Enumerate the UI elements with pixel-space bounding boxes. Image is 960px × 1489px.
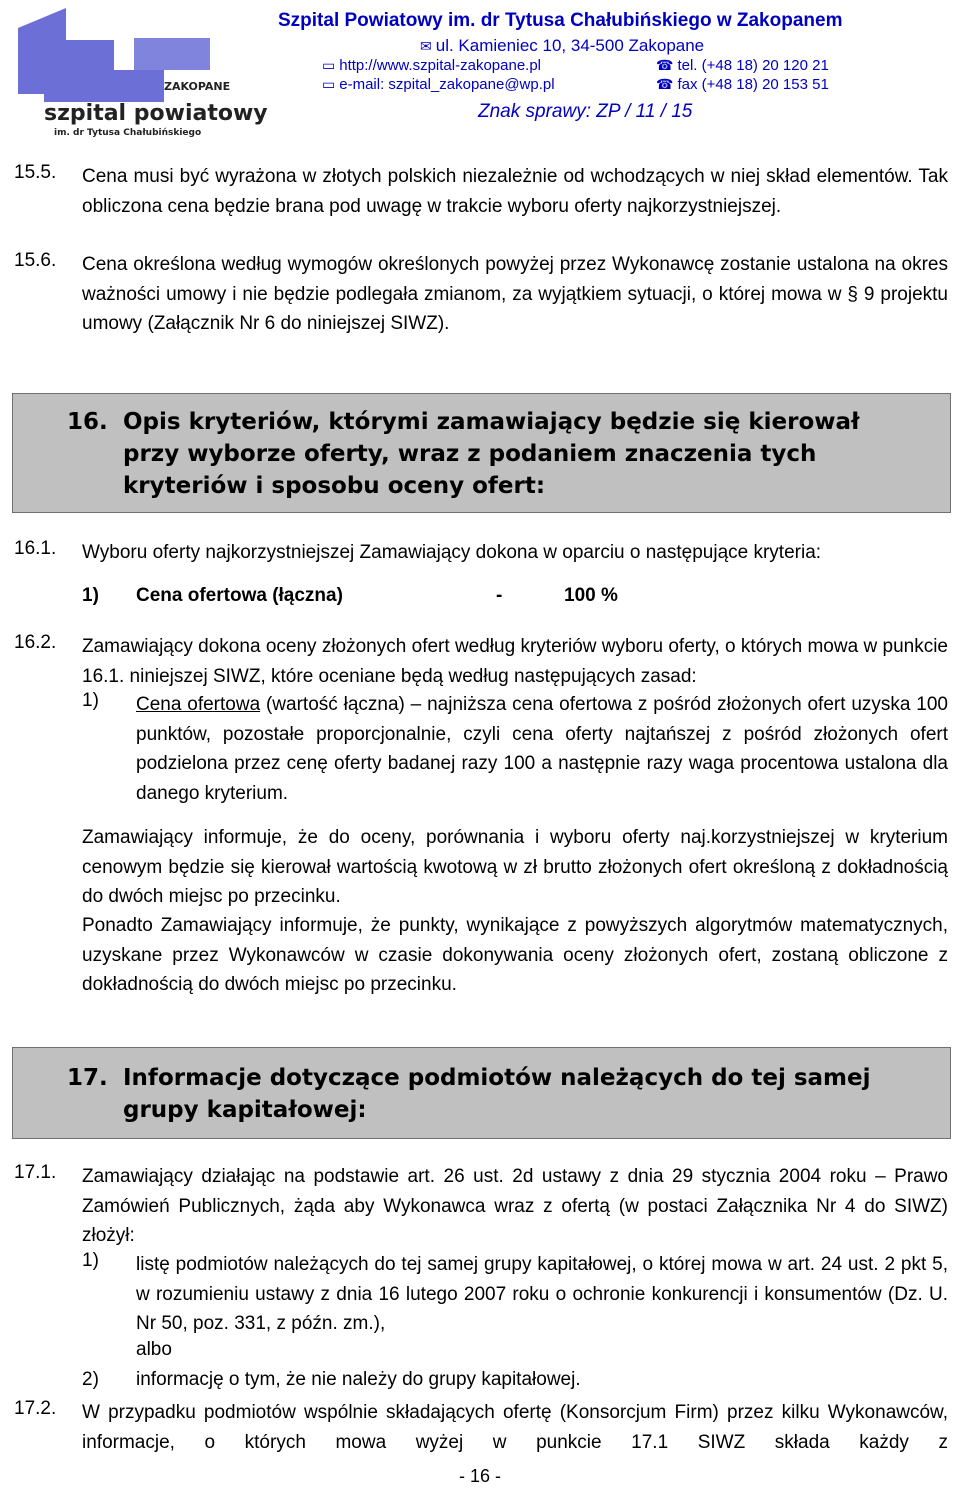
hospital-name: Szpital Powiatowy im. dr Tytusa Chałubińskiego w Zakopanem [278,10,843,31]
hospital-address: ✉ ul. Kamieniec 10, 34-500 Zakopane [420,36,705,55]
envelope-icon: ✉ [420,38,432,54]
list-item-albo: albo [136,1339,172,1360]
section-16-number: 16. [67,409,108,435]
list-item-1-text: listę podmiotów należących do tej samej grupy kapitałowej, o której mowa w art. 24 ust. 2 pkt 5, w rozumieniu ustawy z dnia 16 lutego 2007 roku o ochronie konkurencji i konsumentów (Dz. U. Nr 50, poz. 331, z późn. zm.), [136,1254,948,1334]
section-17-number: 17. [67,1065,108,1091]
phone-icon: ☎ [656,57,674,73]
point-17-1-text: Zamawiający działając na podstawie art. 26 ust. 2d ustawy z dnia 29 stycznia 2004 roku – Prawo Zamówień Publicznych, żąda aby Wykonawca wraz z ofertą (w postaci Załącznika Nr 4 do SIWZ) złożył: [82,1166,948,1246]
section-16-header [12,393,951,513]
phone-number: ☎ tel. (+48 18) 20 120 21 [656,57,829,74]
computer-icon: ▭ [322,76,336,92]
section-17-header [12,1047,951,1139]
website-link[interactable]: ▭ http://www.szpital-zakopane.pl [322,57,542,74]
criterion-number: 1) [82,585,99,606]
computer-icon: ▭ [322,57,336,73]
fax-number: ☎ fax (+48 18) 20 153 51 [656,76,829,93]
case-reference: Znak sprawy: ZP / 11 / 15 [478,101,693,122]
svg-text:im. dr Tytusa Chałubińskiego: im. dr Tytusa Chałubińskiego [54,128,202,138]
point-16-1-text: Wyboru oferty najkorzystniejszej Zamawiający dokona w oparciu o następujące kryteria: [82,542,822,563]
point-17-2-text: W przypadku podmiotów wspólnie składających ofertę (Konsorcjum Firm) przez kilku Wykonawców, informacje, o których mowa wyżej w punkcie 17.1 SIWZ składa każdy z [82,1402,948,1453]
point-number-16-2: 16.2. [14,632,57,653]
point-15-5-text: Cena musi być wyrażona w złotych polskich niezależnie od wchodzących w niej skład elementów. Tak obliczona cena będzie brana pod uwagę w trakcie wyboru oferty najkorzystniejszej. [82,166,948,217]
phone-icon: ☎ [656,76,674,92]
email-link[interactable]: ▭ e-mail: szpital_zakopane@wp.pl [322,76,555,93]
hospital-logo [14,8,268,140]
point-16-2-text: Zamawiający dokona oceny złożonych ofert według kryteriów wyboru oferty, o których mowa w punkcie 16.1. niniejszej SIWZ, które oceniane będą według następujących zasad: [82,636,948,687]
rule-term: Cena ofertowa [136,694,261,715]
list-item-2-text: informację o tym, że nie należy do grupy kapitałowej. [136,1369,581,1390]
point-number-17-2: 17.2. [14,1398,57,1419]
info-paragraph-2: Ponadto Zamawiający informuje, że punkty, wynikające z powyższych algorytmów matematycznych, uzyskane przez Wykonawców w czasie dokonywania oceny złożonych ofert, zostaną obliczone z dokładnością do dwóch miejsc po przecinku. [82,915,948,995]
svg-text:szpital powiatowy: szpital powiatowy [44,101,268,126]
svg-text:ZAKOPANE: ZAKOPANE [164,80,231,93]
point-number-15-6: 15.6. [14,250,57,271]
list-item-1-number: 1) [82,1250,99,1271]
point-number-16-1: 16.1. [14,538,57,559]
info-paragraph-1: Zamawiający informuje, że do oceny, porównania i wyboru oferty naj.korzystniejszej w kryterium cenowym będzie się kierował wartością kwotową w zł brutto złożonych ofert określoną z dokładnością do dwóch miejsc po przecinku. [82,827,948,907]
list-item-2-number: 2) [82,1369,99,1390]
criterion-dash: - [496,585,503,606]
criterion-weight: 100 % [564,585,618,606]
criterion-label: Cena ofertowa (łączna) [136,585,343,606]
rule-text: Cena ofertowa (wartość łączna) – najniższa cena ofertowa z pośród złożonych ofert uzyska 100 punktów, pozostałe proporcjonalnie, czyli cena oferty najtańszej z pośród złożonych ofert podzielona przez cenę oferty badanej razy 100 a następnie razy waga procentowa ustalona dla danego kryterium. [136,694,949,804]
section-17-title: Informacje dotyczące podmiotów należących do tej samej grupy kapitałowej: [123,1065,871,1123]
page-number: - 16 - [458,1466,501,1486]
point-number-15-5: 15.5. [14,162,57,183]
point-15-6-text: Cena określona według wymogów określonych powyżej przez Wykonawcę zostanie ustalona na okres ważności umowy i nie będzie podlegała zmianom, za wyjątkiem sytuacji, o której mowa w § 9 projektu umowy (Załącznik Nr 6 do niniejszej SIWZ). [82,254,948,334]
rule-number: 1) [82,690,99,711]
point-number-17-1: 17.1. [14,1162,57,1183]
section-16-title: Opis kryteriów, którymi zamawiający będzie się kierował przy wyborze oferty, wraz z podaniem znaczenia tych kryteriów i sposobu oceny ofert: [123,409,860,499]
